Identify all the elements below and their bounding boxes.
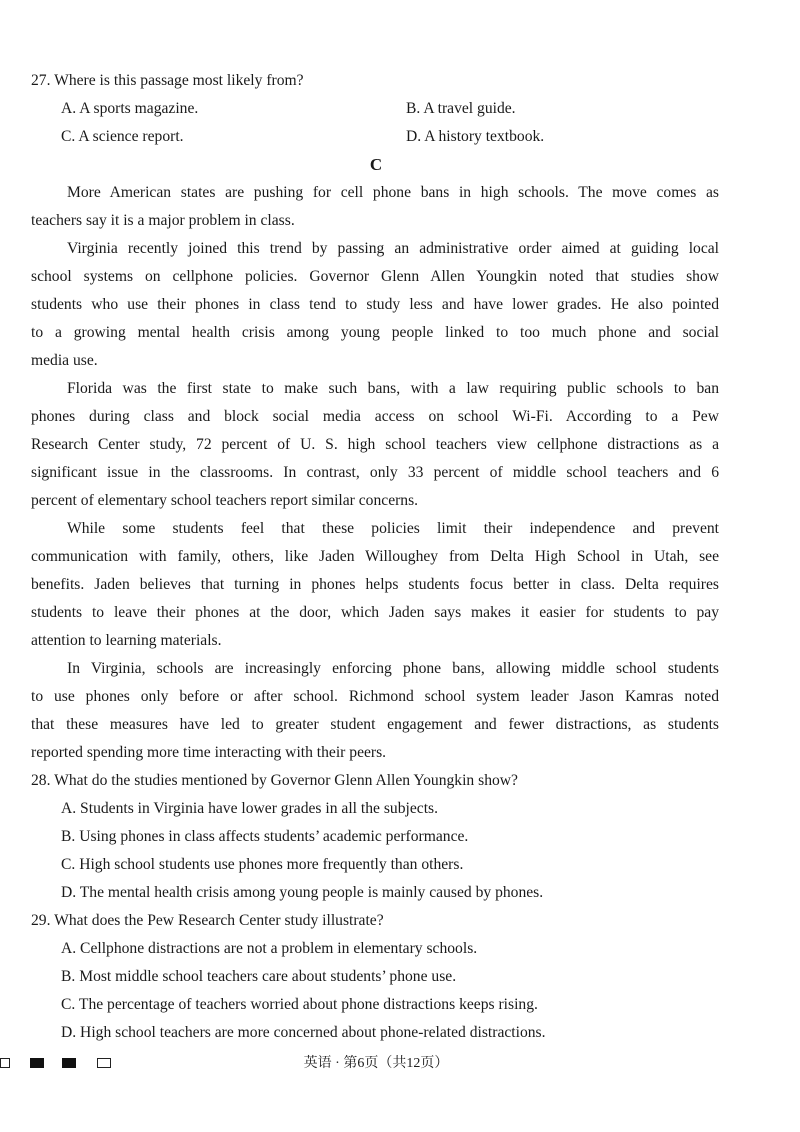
page-number-label: 英语 · 第6页（共12页） (303, 1056, 449, 1071)
passage-line: While some students feel that these policies limit their independence and prevent (67, 520, 719, 537)
passage-line: benefits. Jaden believes that turning in phones helps students focus better in class. Delta requires (31, 576, 719, 593)
passage-line: students to leave their phones at the door, which Jaden says makes it easier for students to pay (31, 604, 719, 621)
passage-line: significant issue in the classrooms. In contrast, only 33 percent of middle school teachers and 6 (31, 464, 719, 481)
passage-line: media use. (31, 352, 98, 369)
passage-line: percent of elementary school teachers report similar concerns. (31, 492, 419, 509)
passage-line: to a growing mental health crisis among young people linked to too much phone and social (31, 324, 719, 341)
passage-line: communication with family, others, like Jaden Willoughey from Delta High School in Utah, see (31, 548, 719, 565)
registration-mark-filled (62, 1058, 76, 1068)
passage-line: school systems on cellphone policies. Governor Glenn Allen Youngkin noted that studies show (31, 268, 719, 285)
passage-line: In Virginia, schools are increasingly enforcing phone bans, allowing middle school students (67, 660, 719, 677)
passage-line: to use phones only before or after school. Richmond school system leader Jason Kamras noted (31, 688, 719, 705)
q29-option-b: B. Most middle school teachers care about students’ phone use. (61, 968, 457, 985)
passage-line: More American states are pushing for cell phone bans in high schools. The move comes as (67, 184, 719, 201)
passage-line: teachers say it is a major problem in class. (31, 212, 295, 229)
q29-option-d: D. High school teachers are more concerned about phone-related distractions. (61, 1024, 546, 1041)
q28-option-c: C. High school students use phones more frequently than others. (61, 856, 464, 873)
passage-title: C (369, 155, 383, 174)
q27-option-a: A. A sports magazine. (61, 100, 199, 117)
q28-option-a: A. Students in Virginia have lower grades in all the subjects. (61, 800, 438, 817)
registration-mark-hollow (0, 1058, 10, 1068)
registration-mark-hollow (97, 1058, 111, 1068)
q28-question: 28. What do the studies mentioned by Governor Glenn Allen Youngkin show? (31, 772, 518, 789)
q27-option-b: B. A travel guide. (406, 100, 516, 117)
q27-option-d: D. A history textbook. (406, 128, 545, 145)
passage-line: students who use their phones in class tend to study less and have lower grades. He also pointed (31, 296, 719, 313)
q29-option-c: C. The percentage of teachers worried about phone distractions keeps rising. (61, 996, 538, 1013)
passage-line: that these measures have led to greater student engagement and fewer distractions, as students (31, 716, 719, 733)
passage-line: Florida was the first state to make such bans, with a law requiring public schools to ban (67, 380, 719, 397)
q28-option-b: B. Using phones in class affects students’ academic performance. (61, 828, 469, 845)
registration-mark-filled (30, 1058, 44, 1068)
passage-line: phones during class and block social media access on school Wi-Fi. According to a Pew (31, 408, 719, 425)
q29-question: 29. What does the Pew Research Center study illustrate? (31, 912, 384, 929)
q28-option-d: D. The mental health crisis among young people is mainly caused by phones. (61, 884, 544, 901)
q27-question: 27. Where is this passage most likely from? (31, 72, 304, 89)
passage-line: reported spending more time interacting with their peers. (31, 744, 387, 761)
passage-line: attention to learning materials. (31, 632, 222, 649)
q29-option-a: A. Cellphone distractions are not a problem in elementary schools. (61, 940, 478, 957)
passage-line: Research Center study, 72 percent of U. S. high school teachers view cellphone distractions as a (31, 436, 719, 453)
q27-option-c: C. A science report. (61, 128, 184, 145)
passage-line: Virginia recently joined this trend by passing an administrative order aimed at guiding local (67, 240, 719, 257)
